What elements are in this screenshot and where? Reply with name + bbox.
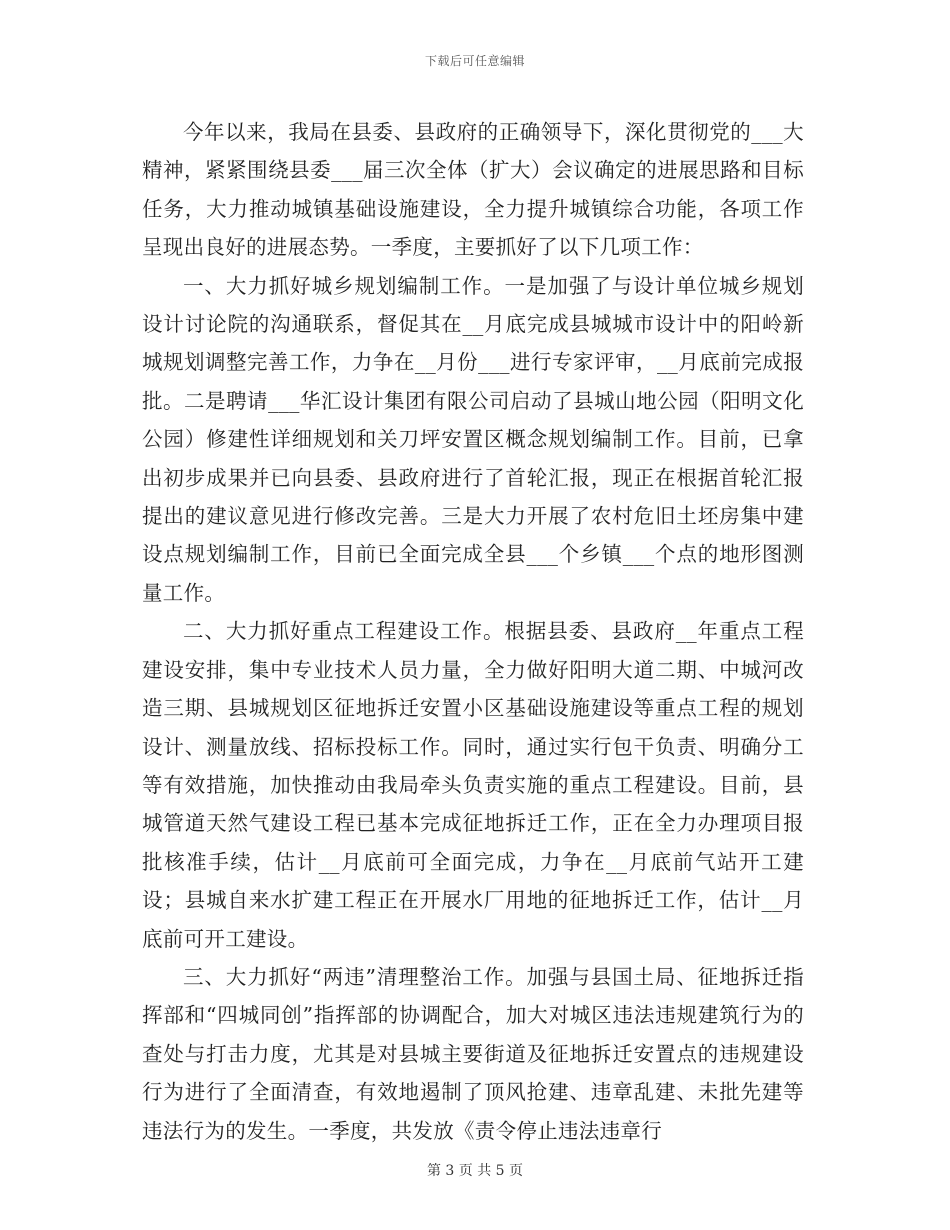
- page-footer: 第 3 页 共 5 页: [426, 1163, 524, 1179]
- paragraph-key-projects: 二、大力抓好重点工程建设工作。根据县委、县政府__年重点工程建设安排，集中专业技术人员力量，全力做好阳明大道二期、中城河改造三期、县城规划区征地拆迁安置小区基础设施建设等重点工程的规划设计、测量放线、招标投标工作。同时，通过实行包干负责、明确分工等有效措施，加快推动由我局牵头负责实施的重点工程建设。目前，县城管道天然气建设工程已基本完成征地拆迁工作，正在全力办理项目报批核准手续，估计__月底前可全面完成，力争在__月底前气站开工建设；县城自来水扩建工程正在开展水厂用地的征地拆迁工作，估计__月底前可开工建设。: [142, 619, 804, 951]
- paragraph-illegal-construction: 三、大力抓好“两违”清理整治工作。加强与县国土局、征地拆迁指挥部和“四城同创”指挥部的协调配合，加大对城区违法违规建筑行为的查处与打击力度，尤其是对县城主要街道及征地拆迁安置点的违规建设行为进行了全面清查，有效地遏制了顶风抢建、违章乱建、未批先建等违法行为的发生。一季度，共发放《责令停止违法违章行: [142, 964, 804, 1143]
- paragraph-planning: 一、大力抓好城乡规划编制工作。一是加强了与设计单位城乡规划设计讨论院的沟通联系，督促其在__月底完成县城城市设计中的阳岭新城规划调整完善工作，力争在__月份___进行专家评审，__月底前完成报批。二是聘请___华汇设计集团有限公司启动了县城山地公园（阳明文化公园）修建性详细规划和关刀坪安置区概念规划编制工作。目前，已拿出初步成果并已向县委、县政府进行了首轮汇报，现正在根据首轮汇报提出的建议意见进行修改完善。三是大力开展了农村危旧土坯房集中建设点规划编制工作，目前已全面完成全县___个乡镇___个点的地形图测量工作。: [142, 273, 804, 605]
- page-header: 下载后可任意编辑: [424, 54, 525, 68]
- paragraph-intro: 今年以来，我局在县委、县政府的正确领导下，深化贯彻党的___大精神，紧紧围绕县委___届三次全体（扩大）会议确定的进展思路和目标任务，大力推动城镇基础设施建设，全力提升城镇综合功能，各项工作呈现出良好的进展态势。一季度，主要抓好了以下几项工作：: [142, 120, 804, 260]
- document-body: [142, 113, 804, 1150]
